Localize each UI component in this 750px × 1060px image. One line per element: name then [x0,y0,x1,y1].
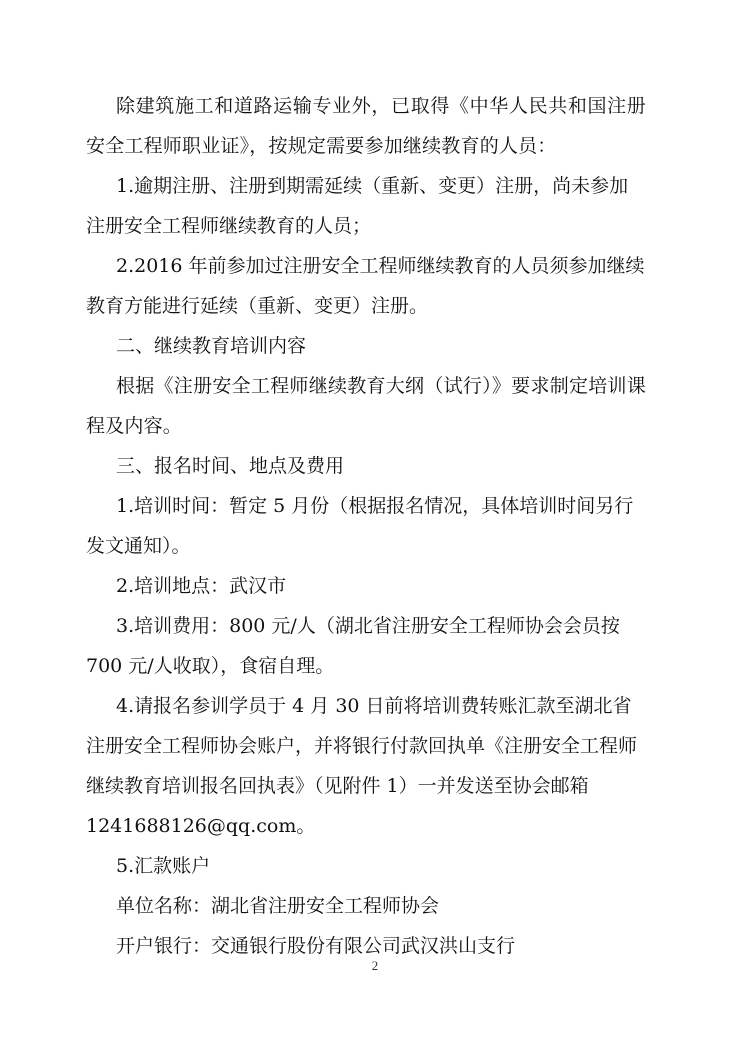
training-fee-item: 3.培训费用：800 元/人（湖北省注册安全工程师协会会员按700 元/人收取），食宿自理。 [86,615,620,677]
eligibility-paragraph: 除建筑施工和道路运输专业外，已取得《中华人民共和国注册安全工程师职业证》，按规定需要参加继续教育的人员： [86,95,646,157]
eligibility-item-1: 1.逾期注册、注册到期需延续（重新、变更）注册，尚未参加注册安全工程师继续教育的人员； [86,175,629,237]
eligibility-item-2: 2.2016 年前参加过注册安全工程师继续教育的人员须参加继续教育方能进行延续（重新、变更）注册。 [86,255,645,317]
section-heading-training-content: 二、继续教育培训内容 [116,335,307,357]
training-location-item: 2.培训地点：武汉市 [116,575,287,597]
document-body [86,86,646,966]
training-time-item: 1.培训时间：暂定 5 月份（根据报名情况，具体培训时间另行发文通知）。 [86,495,634,557]
bank-name-line: 开户银行：交通银行股份有限公司武汉洪山支行 [116,935,516,957]
unit-name-line: 单位名称：湖北省注册安全工程师协会 [116,895,440,917]
registration-instruction-item: 4.请报名参训学员于 4 月 30 日前将培训费转账汇款至湖北省注册安全工程师协会账户，并将银行付款回执单《注册安全工程师继续教育培训报名回执表》（见附件 1）一并发送至协会邮箱1241688126@qq.com。 [86,695,638,837]
training-content-paragraph: 根据《注册安全工程师继续教育大纲（试行）》要求制定培训课程及内容。 [86,375,646,437]
remittance-account-item: 5.汇款账户 [116,855,211,877]
page-number: 2 [371,958,379,973]
section-heading-time-location-fee: 三、报名时间、地点及费用 [116,455,345,477]
